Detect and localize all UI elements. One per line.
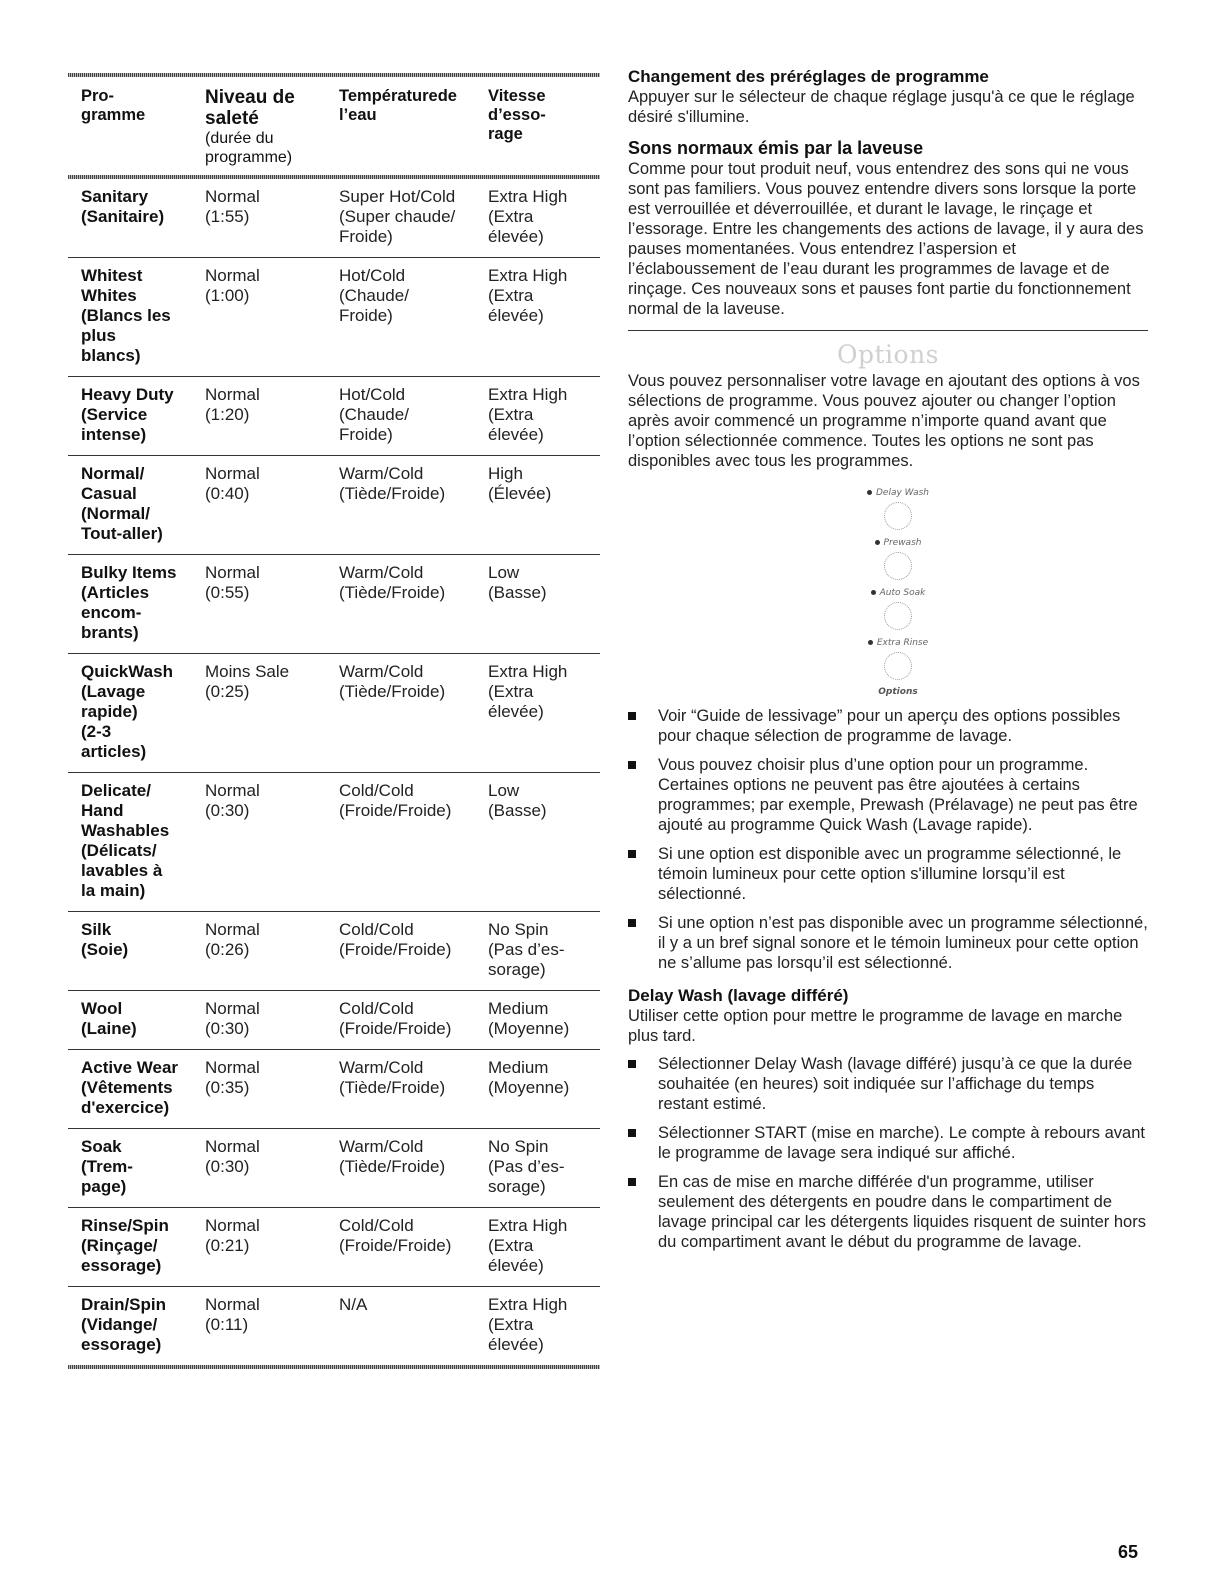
soil-duration-cell: Normal (0:26) [205,920,260,959]
header-temperature: Températurede l’eau [339,87,457,124]
temperature-cell: Cold/Cold (Froide/Froide) [339,781,452,820]
temperature-cell: Warm/Cold (Tiède/Froide) [339,464,446,503]
presets-heading: Changement des préréglages de programme [628,67,989,86]
delay-wash-paragraph: Utiliser cette option pour mettre le programme de lavage en marche plus tard. [628,1007,1123,1045]
indicator-light-icon [867,490,872,495]
auto-soak-button-icon [884,602,912,630]
extra-rinse-button-icon [884,652,912,680]
spin-cell: No Spin (Pas d’es- sorage) [488,1137,565,1196]
table-row [68,1208,600,1286]
program-cell: Soak (Trem- page) [81,1137,133,1196]
header-soil-level [205,87,339,167]
spin-cell: Medium (Moyenne) [488,1058,570,1097]
temperature-cell: Warm/Cold (Tiède/Froide) [339,1137,446,1176]
temperature-cell: Hot/Cold (Chaude/ Froide) [339,266,409,325]
table-row [68,1129,600,1207]
soil-duration-cell: Normal (1:00) [205,266,260,305]
table-row [68,555,600,653]
soil-duration-cell: Normal (1:55) [205,187,260,226]
temperature-cell: Cold/Cold (Froide/Froide) [339,920,452,959]
program-cell: Whitest Whites (Blancs les plus blancs) [81,266,171,365]
section-divider [628,330,1148,331]
list-item: Si une option est disponible avec un programme sélectionné, le témoin lumineux pour cette option s'illumine lorsqu’il est sélectionné. [628,844,1148,904]
table-row [68,1050,600,1128]
extra-rinse-option [838,638,958,680]
indicator-light-icon [875,540,880,545]
list-item: Sélectionner START (mise en marche). Le compte à rebours avant le programme de lavage sera indiqué sur affiché. [628,1123,1148,1163]
table-header [68,77,600,175]
spin-cell: Extra High (Extra élevée) [488,662,568,721]
spin-cell: Medium (Moyenne) [488,999,570,1038]
program-cell: Rinse/Spin (Rinçage/ essorage) [81,1216,169,1275]
table-row [68,456,600,554]
soil-duration-cell: Normal (0:11) [205,1295,260,1334]
header-duration-label: (durée du programme) [205,130,293,166]
prewash-option [838,538,958,580]
program-cell: Drain/Spin (Vidange/ essorage) [81,1295,167,1354]
table-row [68,258,600,376]
temperature-cell: Warm/Cold (Tiède/Froide) [339,662,446,701]
auto-soak-label: Auto Soak [879,588,926,598]
soil-duration-cell: Normal (0:30) [205,781,260,820]
list-item: Voir “Guide de lessivage” pour un aperçu des options possibles pour chaque sélection de programme de lavage. [628,706,1148,746]
soil-duration-cell: Normal (0:21) [205,1216,260,1255]
table-body [68,179,600,1365]
options-heading: Options [836,340,940,369]
spin-cell: Extra High (Extra élevée) [488,1216,568,1275]
table-bottom-rule [68,1365,600,1369]
table-row [68,912,600,990]
indicator-light-icon [871,590,876,595]
table-row [68,991,600,1049]
delay-wash-bullet-list [628,1054,1148,1252]
delay-wash-button-icon [884,502,912,530]
list-item: Vous pouvez choisir plus d’une option pour un programme. Certaines options ne peuvent pas être ajoutées à certains programmes; par exemple, Prewash (Prélavage) ne peut pas être ajouté au programme Quick Wash (Lavage rapide). [628,755,1148,835]
spin-cell: Low (Basse) [488,781,547,820]
prewash-button-icon [884,552,912,580]
temperature-cell: Hot/Cold (Chaude/ Froide) [339,385,409,444]
cycle-guide-table [68,73,600,1369]
temperature-cell: Cold/Cold (Froide/Froide) [339,1216,452,1255]
soil-duration-cell: Normal (0:40) [205,464,260,503]
list-item: Sélectionner Delay Wash (lavage différé) jusqu’à ce que la durée souhaitée (en heures) soit indiquée sur l’affichage du temps restant estimé. [628,1054,1148,1114]
program-cell: QuickWash (Lavage rapide) (2-3 articles) [81,662,173,761]
soil-duration-cell: Normal (1:20) [205,385,260,424]
auto-soak-option [838,588,958,630]
spin-cell: High (Élevée) [488,464,552,503]
table-row [68,773,600,911]
spin-cell: Extra High (Extra élevée) [488,266,568,325]
options-paragraph: Vous pouvez personnaliser votre lavage en ajoutant des options à vos sélections de programme. Vous pouvez ajouter ou changer l’option après avoir commencé un programme n’importe quand avant que l’option sélectionnée commence. Toutes les options ne sont pas disponibles avec tous les programmes. [628,372,1140,470]
delay-wash-option [838,488,958,530]
presets-paragraph: Appuyer sur le sélecteur de chaque réglage jusqu'à ce que le réglage désiré s'illumine. [628,88,1135,126]
list-item: En cas de mise en marche différée d'un programme, utiliser seulement des détergents en poudre dans le compartiment de lavage principal car les détergents liquides risquent de suinter hors du compartiment avant le début du programme de lavage. [628,1172,1148,1252]
table-row [68,377,600,455]
soil-duration-cell: Normal (0:30) [205,1137,260,1176]
soil-duration-cell: Normal (0:30) [205,999,260,1038]
program-cell: Normal/ Casual (Normal/ Tout-aller) [81,464,163,543]
temperature-cell: N/A [339,1295,368,1314]
program-cell: Heavy Duty (Service intense) [81,385,174,444]
table-row [68,179,600,257]
options-panel-illustration [628,482,1148,706]
program-cell: Sanitary (Sanitaire) [81,187,165,226]
program-cell: Bulky Items (Articles encom- brants) [81,563,177,642]
temperature-cell: Warm/Cold (Tiède/Froide) [339,563,446,602]
soil-duration-cell: Normal (0:55) [205,563,260,602]
temperature-cell: Warm/Cold (Tiède/Froide) [339,1058,446,1097]
header-soil-level-label: Niveau de saleté [205,87,295,129]
program-cell: Silk (Soie) [81,920,129,959]
temperature-cell: Super Hot/Cold (Super chaude/ Froide) [339,187,456,246]
header-spin: Vitesse d’esso- rage [488,87,546,143]
right-column [628,66,1148,1261]
spin-cell: Extra High (Extra élevée) [488,187,568,246]
options-panel-caption: Options [878,687,918,697]
options-bullet-list [628,706,1148,973]
spin-cell: Low (Basse) [488,563,547,602]
indicator-light-icon [868,640,873,645]
delay-wash-heading: Delay Wash (lavage différé) [628,986,849,1005]
delay-wash-label: Delay Wash [876,488,929,498]
spin-cell: No Spin (Pas d’es- sorage) [488,920,565,979]
program-cell: Active Wear (Vêtements d'exercice) [81,1058,179,1117]
header-program: Pro- gramme [81,87,146,124]
sounds-heading: Sons normaux émis par la laveuse [628,138,924,158]
program-cell: Wool (Laine) [81,999,137,1038]
sounds-paragraph: Comme pour tout produit neuf, vous entendrez des sons qui ne vous sont pas familiers. Vous pouvez entendre divers sons lorsque la porte est verrouillée et déverrouillée, et durant le lavage, le rinçage et l’essorage. Entre les changements des actions de lavage, il y aura des pauses momentanées. Vous entendrez l’aspersion et l’éclaboussement de l’eau durant les programmes de lavage et de rinçage. Ces nouveaux sons et pauses font partie du fonctionnement normal de la laveuse. [628,160,1144,318]
prewash-label: Prewash [883,538,922,548]
table-row [68,654,600,772]
spin-cell: Extra High (Extra élevée) [488,1295,568,1354]
page-number: 65 [1118,1542,1139,1562]
list-item: Si une option n’est pas disponible avec un programme sélectionné, il y a un bref signal sonore et le témoin lumineux pour cette option ne s’allume pas lorsqu’il est sélectionné. [628,913,1148,973]
extra-rinse-label: Extra Rinse [876,638,929,648]
soil-duration-cell: Moins Sale (0:25) [205,662,290,701]
table-row [68,1287,600,1365]
program-cell: Delicate/ Hand Washables (Délicats/ lavables à la main) [81,781,170,900]
soil-duration-cell: Normal (0:35) [205,1058,260,1097]
spin-cell: Extra High (Extra élevée) [488,385,568,444]
temperature-cell: Cold/Cold (Froide/Froide) [339,999,452,1038]
